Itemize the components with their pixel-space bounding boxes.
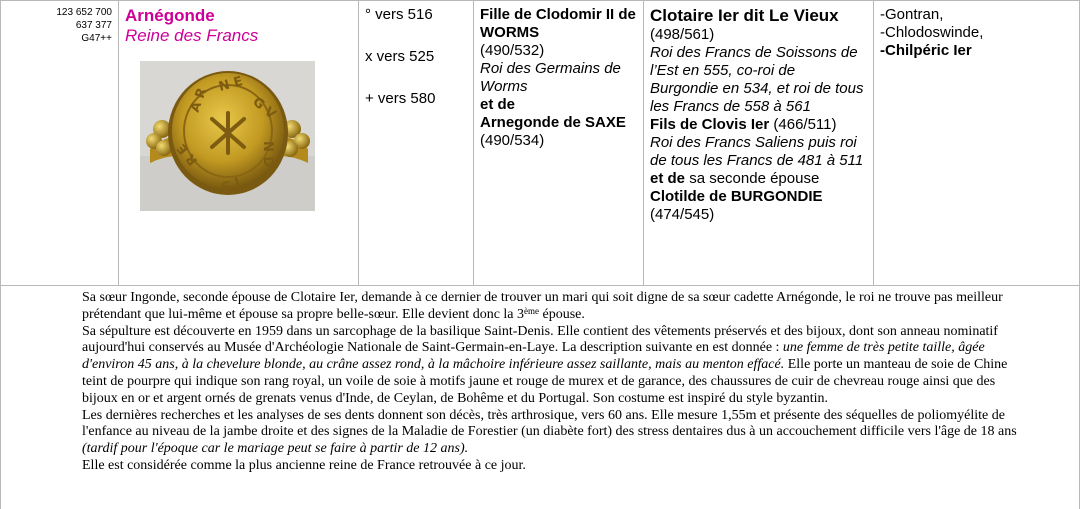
death-date: + vers 580 bbox=[365, 90, 436, 107]
svg-text:G V: G V bbox=[249, 94, 279, 123]
spouse-text bbox=[650, 6, 865, 224]
table-border-left bbox=[0, 286, 1, 509]
dates-cell bbox=[358, 0, 473, 286]
marriage-date: x vers 525 bbox=[365, 48, 435, 65]
child-item: -Chlodoswinde, bbox=[880, 24, 984, 41]
birth-date: ° vers 516 bbox=[365, 6, 433, 23]
svg-text:N D: N D bbox=[260, 141, 275, 168]
children-cell bbox=[873, 0, 1080, 286]
person-title: Reine des Francs bbox=[125, 26, 259, 45]
svg-text:N E: N E bbox=[217, 74, 245, 95]
spouse-father-years: (466/511) bbox=[773, 116, 837, 133]
record-id-line: 123 652 700 bbox=[56, 7, 112, 18]
spouse-mother-phrase: sa seconde épouse bbox=[689, 170, 820, 187]
biography-paragraph: Elle est considérée comme la plus ancienne reine de France retrouvée à ce jour. bbox=[82, 457, 526, 473]
mother-of-person: Arnegonde de SAXE bbox=[480, 114, 626, 131]
ring-illustration bbox=[140, 61, 315, 211]
person-cell bbox=[118, 0, 358, 286]
spouse-father-description: Roi des Francs Saliens puis roi de tous les Francs de 481 à 511 bbox=[650, 134, 864, 169]
parents-cell bbox=[473, 0, 643, 286]
spouse-name: Clotaire Ier dit Le Vieux bbox=[650, 6, 839, 25]
svg-text:A R: A R bbox=[187, 86, 211, 115]
person-heading bbox=[125, 6, 258, 46]
biography-paragraph: Les dernières recherches et les analyses de ses dents donnent son décès, très arthrosique, vers 60 ans. Elle mesure 1,55m et présente des séquelles de poliomyélite de l'enfance au niveau de la jambe droite et des signes de la Maladie de Forestier (un diabète fort) des stress dentaires dus à un accouchement difficile vers l'âge de 18 ans (tardif pour l'époque car le mariage peut se faire à partir de 12 ans). bbox=[82, 407, 1017, 457]
biography-text bbox=[82, 290, 1032, 475]
person-name: Arnégonde bbox=[125, 6, 215, 25]
record-id-cell bbox=[0, 0, 118, 286]
record-id bbox=[56, 6, 112, 45]
biography-paragraph: Sa sœur Ingonde, seconde épouse de Clotaire Ier, demande à ce dernier de trouver un mari qui soit digne de sa sœur cadette Arnégonde, le roi ne trouve pas meilleur prétendant que lui-même et épouse sa propre belle-sœur. Elle devient donc la 3ème épouse. bbox=[82, 290, 1003, 322]
spouse-cell bbox=[643, 0, 873, 286]
father-description: Roi des Germains de Worms bbox=[480, 60, 621, 95]
record-id-line: G47++ bbox=[81, 33, 112, 44]
record-id-line: 637 377 bbox=[75, 20, 112, 31]
dates-list bbox=[365, 6, 435, 132]
and-label: et de bbox=[480, 96, 516, 113]
spouse-father-label: Fils de Clovis Ier bbox=[650, 116, 770, 133]
svg-text:I S: I S bbox=[219, 173, 242, 194]
svg-text:R E: R E bbox=[174, 140, 202, 169]
spouse-mother-name: Clotilde de BURGONDIE bbox=[650, 188, 823, 205]
mother-years: (490/534) bbox=[480, 132, 545, 149]
spouse-years: (498/561) bbox=[650, 26, 715, 43]
ring-photo bbox=[140, 61, 315, 211]
father-years: (490/532) bbox=[480, 42, 545, 59]
child-item: -Gontran, bbox=[880, 6, 944, 23]
spouse-description: Roi des Francs de Soissons de l’Est en 555, co-roi de Burgondie en 534, et roi de tous les Francs de 558 à 561 bbox=[650, 44, 864, 115]
child-item: -Chilpéric Ier bbox=[880, 42, 972, 59]
father-of-person: Fille de Clodomir II de WORMS bbox=[480, 6, 636, 41]
spouse-mother-years: (474/545) bbox=[650, 206, 715, 223]
children-list bbox=[880, 6, 983, 60]
biography-paragraph: Sa sépulture est découverte en 1959 dans un sarcophage de la basilique Saint-Denis. Elle contient des vêtements préservés et des bijoux, dont son anneau nominatif aujourd'hui conservés au Musée d'Archéologie Nationale de Saint-Germain-en-Laye. La description suivante en est donnée : une femme de très petite taille, âgée d'environ 45 ans, à la chevelure blonde, au crâne assez rond, à la mâchoire inférieure assez saillante, mais au menton effacé. Elle porte un manteau de soie de Chine teint de pourpre qui indique son rang royal, un voile de soie à motifs jaune et rouge de murex et de garance, des chaussures de cuir de chevreau rouge ainsi que des bijoux en or et argent ornés de grenats venus d'Inde, de Ceylan, de Bohême et du Portugal. Son costume est inspiré du style byzantin. bbox=[82, 323, 1008, 406]
table-border-middle bbox=[0, 285, 1080, 286]
parents-text bbox=[480, 6, 640, 150]
spouse-and-label: et de bbox=[650, 170, 686, 187]
